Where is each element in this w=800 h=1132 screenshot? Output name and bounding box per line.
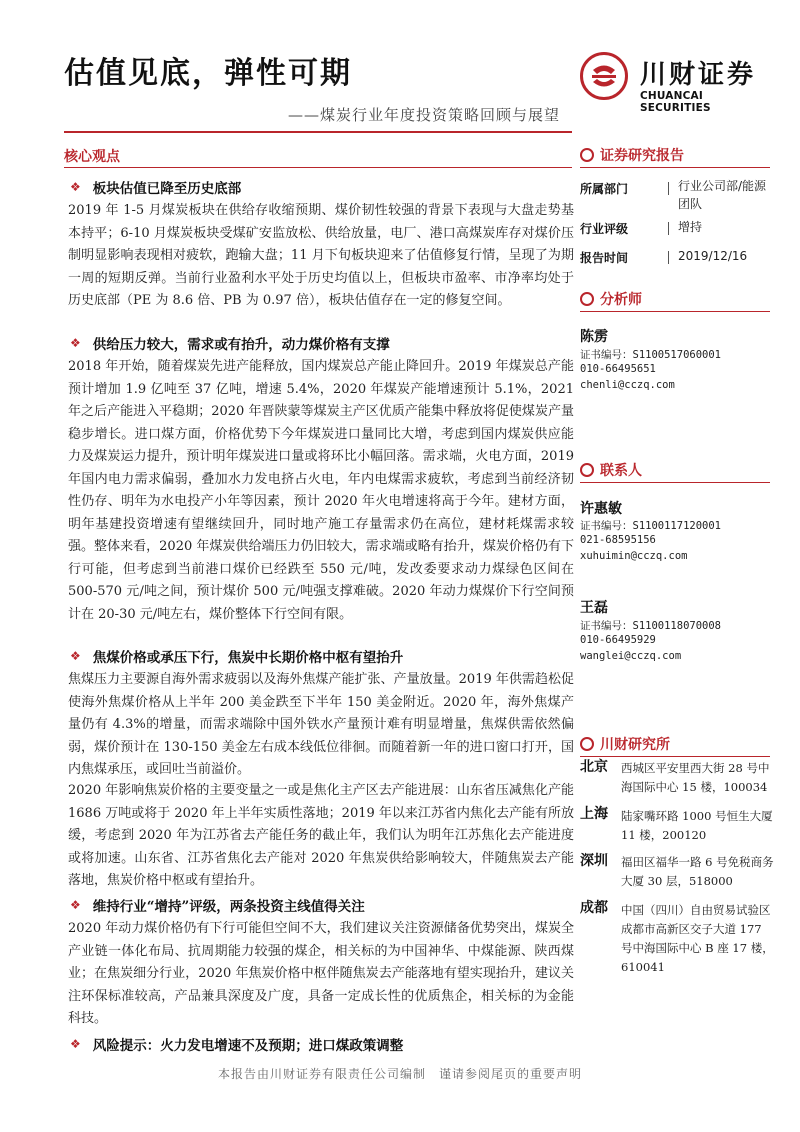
logo-chinese-text: 川财证券: [640, 60, 757, 90]
office-city: 北京: [580, 759, 608, 775]
section-paragraph: 2018 年开始，随着煤炭先进产能释放，国内煤炭总产能止降回升。2019 年煤炭总产能预计增加 1.9 亿吨至 37 亿吨，增速 5.4%，2020 年煤炭产能增速预计 5.1%，2021 年之后产能进入平稳期；2020 年晋陕蒙等煤炭主产区优质产能集中释放将促使煤炭产量稳步增长。进口煤方面，价格优势下今年煤炭进口量同比大增，考虑到国内煤炭供应能力及煤炭运力提升，预计明年煤炭进口量或将环比小幅回落。需求端，火电方面，2019 年国内电力需求偏弱，叠加水力发电挤占火电，年内电煤需求疲软，考虑到当前经济韧性仍存、明年为水电投产小年等因素，预计 2020 年火电增速将高于今年。建材方面，明年基建投资增速有望继续回升，同时地产施工存量需求仍在高位，建材耗煤需求较强。整体来看，2020 年煤炭供给端压力仍旧较大，需求端或略有抬升，煤炭价格仍有下行可能，但考虑到当前港口煤价已经跌至 550 元/吨，发改委要求动力煤绿色区间在 500-570 元/吨之间，预计煤价 500 元/吨强支撑难破。2020 年动力煤煤价下行空间预计在 20-30 元/吨左右，煤价整体下行空间有限。: [68, 359, 574, 622]
logo-english-text: CHUANCAI SECURITIES: [640, 90, 711, 114]
company-logo: [580, 52, 770, 114]
section-heading: ❖ 板块估值已降至历史底部: [70, 180, 242, 197]
analyst-name: 陈雳: [580, 329, 608, 345]
diamond-bullet-icon: ❖: [70, 336, 81, 350]
logo-mark-icon: [580, 52, 628, 100]
section-paragraph: 2019 年 1-5 月煤炭板块在供给存收缩预期、煤价韧性较强的背景下表现与大盘走势基本持平；6-10 月煤炭板块受煤矿安监放松、供给放量，电厂、港口高煤炭库存对煤价压制明显影响表现相对疲软，跑输大盘；11 月下旬板块迎来了估值修复行情，呈现了为期一周的短期反弹。当前行业盈利水平处于历史均值以上，但板块市盈率、市净率均处于历史底部（PE 为 8.6 倍、PB 为 0.97 倍），板块估值存在一定的修复空间。: [68, 203, 574, 308]
info-separator: [668, 222, 669, 235]
page-footer: 本报告由川财证券有限责任公司编制 谨请参阅尾页的重要声明: [217, 1067, 582, 1081]
diamond-bullet-icon: ❖: [70, 1037, 81, 1051]
sidebar-divider: [580, 756, 770, 757]
diamond-bullet-icon: ❖: [70, 649, 81, 663]
diamond-bullet-icon: ❖: [70, 180, 81, 194]
analyst-cert: 证书编号：S1100517060001: [580, 349, 722, 361]
circle-bullet-icon: [580, 148, 594, 162]
info-value: 增持: [678, 220, 703, 234]
info-key: 所属部门: [580, 182, 629, 196]
contact-email[interactable]: xuhuimin@cczq.com: [580, 550, 688, 562]
section-heading: ❖ 维持行业“增持”评级，两条投资主线值得关注: [70, 898, 365, 915]
circle-bullet-icon: [580, 737, 594, 751]
circle-bullet-icon: [580, 463, 594, 477]
contact-phone: 021-68595156: [580, 534, 656, 546]
office-city: 深圳: [580, 853, 608, 869]
header-divider: [64, 131, 572, 133]
office-address: 中国（四川）自由贸易试验区成都市高新区交子大道 177 号中海国际中心 B 座 17 楼，610041: [621, 903, 774, 974]
office-city: 成都: [580, 900, 608, 916]
section-heading: ❖ 焦煤价格或承压下行，焦炭中长期价格中枢有望抬升: [70, 649, 404, 666]
sidebar-heading-contacts: 联系人: [580, 460, 642, 480]
analyst-email[interactable]: chenli@cczq.com: [580, 379, 675, 391]
report-subtitle: ——煤炭行业年度投资策略回顾与展望: [288, 106, 561, 124]
section-paragraph: 2020 年影响焦炭价格的主要变量之一或是焦化主产区去产能进展：山东省压减焦化产能 1686 万吨或将于 2020 年上半年实质性落地；2019 年以来江苏省内焦化去产能有所放缓，考虑到 2020 年为江苏省去产能任务的截止年，我们认为明年江苏焦化去产能进度或将加速。山东省、江苏省焦化去产能对 2020 年焦炭供给影响较大，伴随焦炭去产能落地，焦炭价格中枢或有望抬升。: [68, 783, 574, 888]
risk-warning-heading: ❖ 风险提示：火力发电增速不及预期；进口煤政策调整: [70, 1037, 404, 1054]
sidebar-divider: [580, 311, 770, 312]
contact-name: 许惠敏: [580, 501, 622, 517]
contact-cert: 证书编号：S1100118070008: [580, 620, 722, 632]
sidebar-heading-analyst: 分析师: [580, 289, 642, 309]
analyst-phone: 010-66495651: [580, 363, 656, 375]
report-title: 估值见底，弹性可期: [64, 56, 352, 91]
core-viewpoints-label: 核心观点: [64, 149, 120, 165]
info-separator: [668, 251, 669, 264]
diamond-bullet-icon: ❖: [70, 898, 81, 912]
info-value: 2019/12/16: [678, 249, 748, 263]
sidebar-heading-institute: 川财研究所: [580, 734, 670, 754]
sidebar-divider: [580, 482, 770, 483]
info-key: 报告时间: [580, 251, 629, 265]
contact-cert: 证书编号：S1100117120001: [580, 520, 722, 532]
contact-email[interactable]: wanglei@cczq.com: [580, 650, 682, 662]
info-separator: [668, 182, 669, 195]
contact-name: 王磊: [580, 600, 608, 616]
section-heading: ❖ 供给压力较大，需求或有抬升，动力煤价格有支撑: [70, 336, 390, 353]
circle-bullet-icon: [580, 292, 594, 306]
office-address: 西城区平安里西大街 28 号中海国际中心 15 楼，100034: [621, 761, 770, 794]
section-paragraph: 2020 年动力煤价格仍有下行可能但空间不大，我们建议关注资源储备优势突出，煤炭全产业链一体化布局、抗周期能力较强的煤企，相关标的为中国神华、中煤能源、陕西煤业；在焦炭细分行业，2020 年焦炭价格中枢伴随焦炭去产能落地有望实现抬升，建议关注环保标准较高，产品兼具深度及广度，具备一定成长性的优质焦企，相关标的为金能科技。: [68, 921, 574, 1026]
office-address: 陆家嘴环路 1000 号恒生大厦 11 楼，200120: [621, 809, 773, 842]
info-key: 行业评级: [580, 222, 629, 236]
section-paragraph: 焦煤压力主要源自海外需求疲弱以及海外焦煤产能扩张、产量放量。2019 年供需趋松促使海外焦煤价格从上半年 200 美金跌至下半年 150 美金附近。2020 年，海外焦煤产量仍有 4.3%的增量，而需求端除中国外铁水产量预计难有明显增量，焦煤供需依然偏弱，煤价预计在 130-150 美金左右成本线低位徘徊。而随着新一年的进口窗口打开，国内焦煤承压，或回吐当前溢价。: [68, 672, 574, 777]
contact-phone: 010-66495929: [580, 634, 656, 646]
sidebar-divider: [580, 167, 770, 168]
sidebar-heading-report: 证券研究报告: [580, 145, 684, 165]
info-value: 行业公司部/能源团队: [678, 179, 767, 211]
core-divider: [64, 167, 572, 168]
office-city: 上海: [580, 806, 608, 822]
office-address: 福田区福华一路 6 号免税商务大厦 30 层，518000: [621, 855, 774, 888]
